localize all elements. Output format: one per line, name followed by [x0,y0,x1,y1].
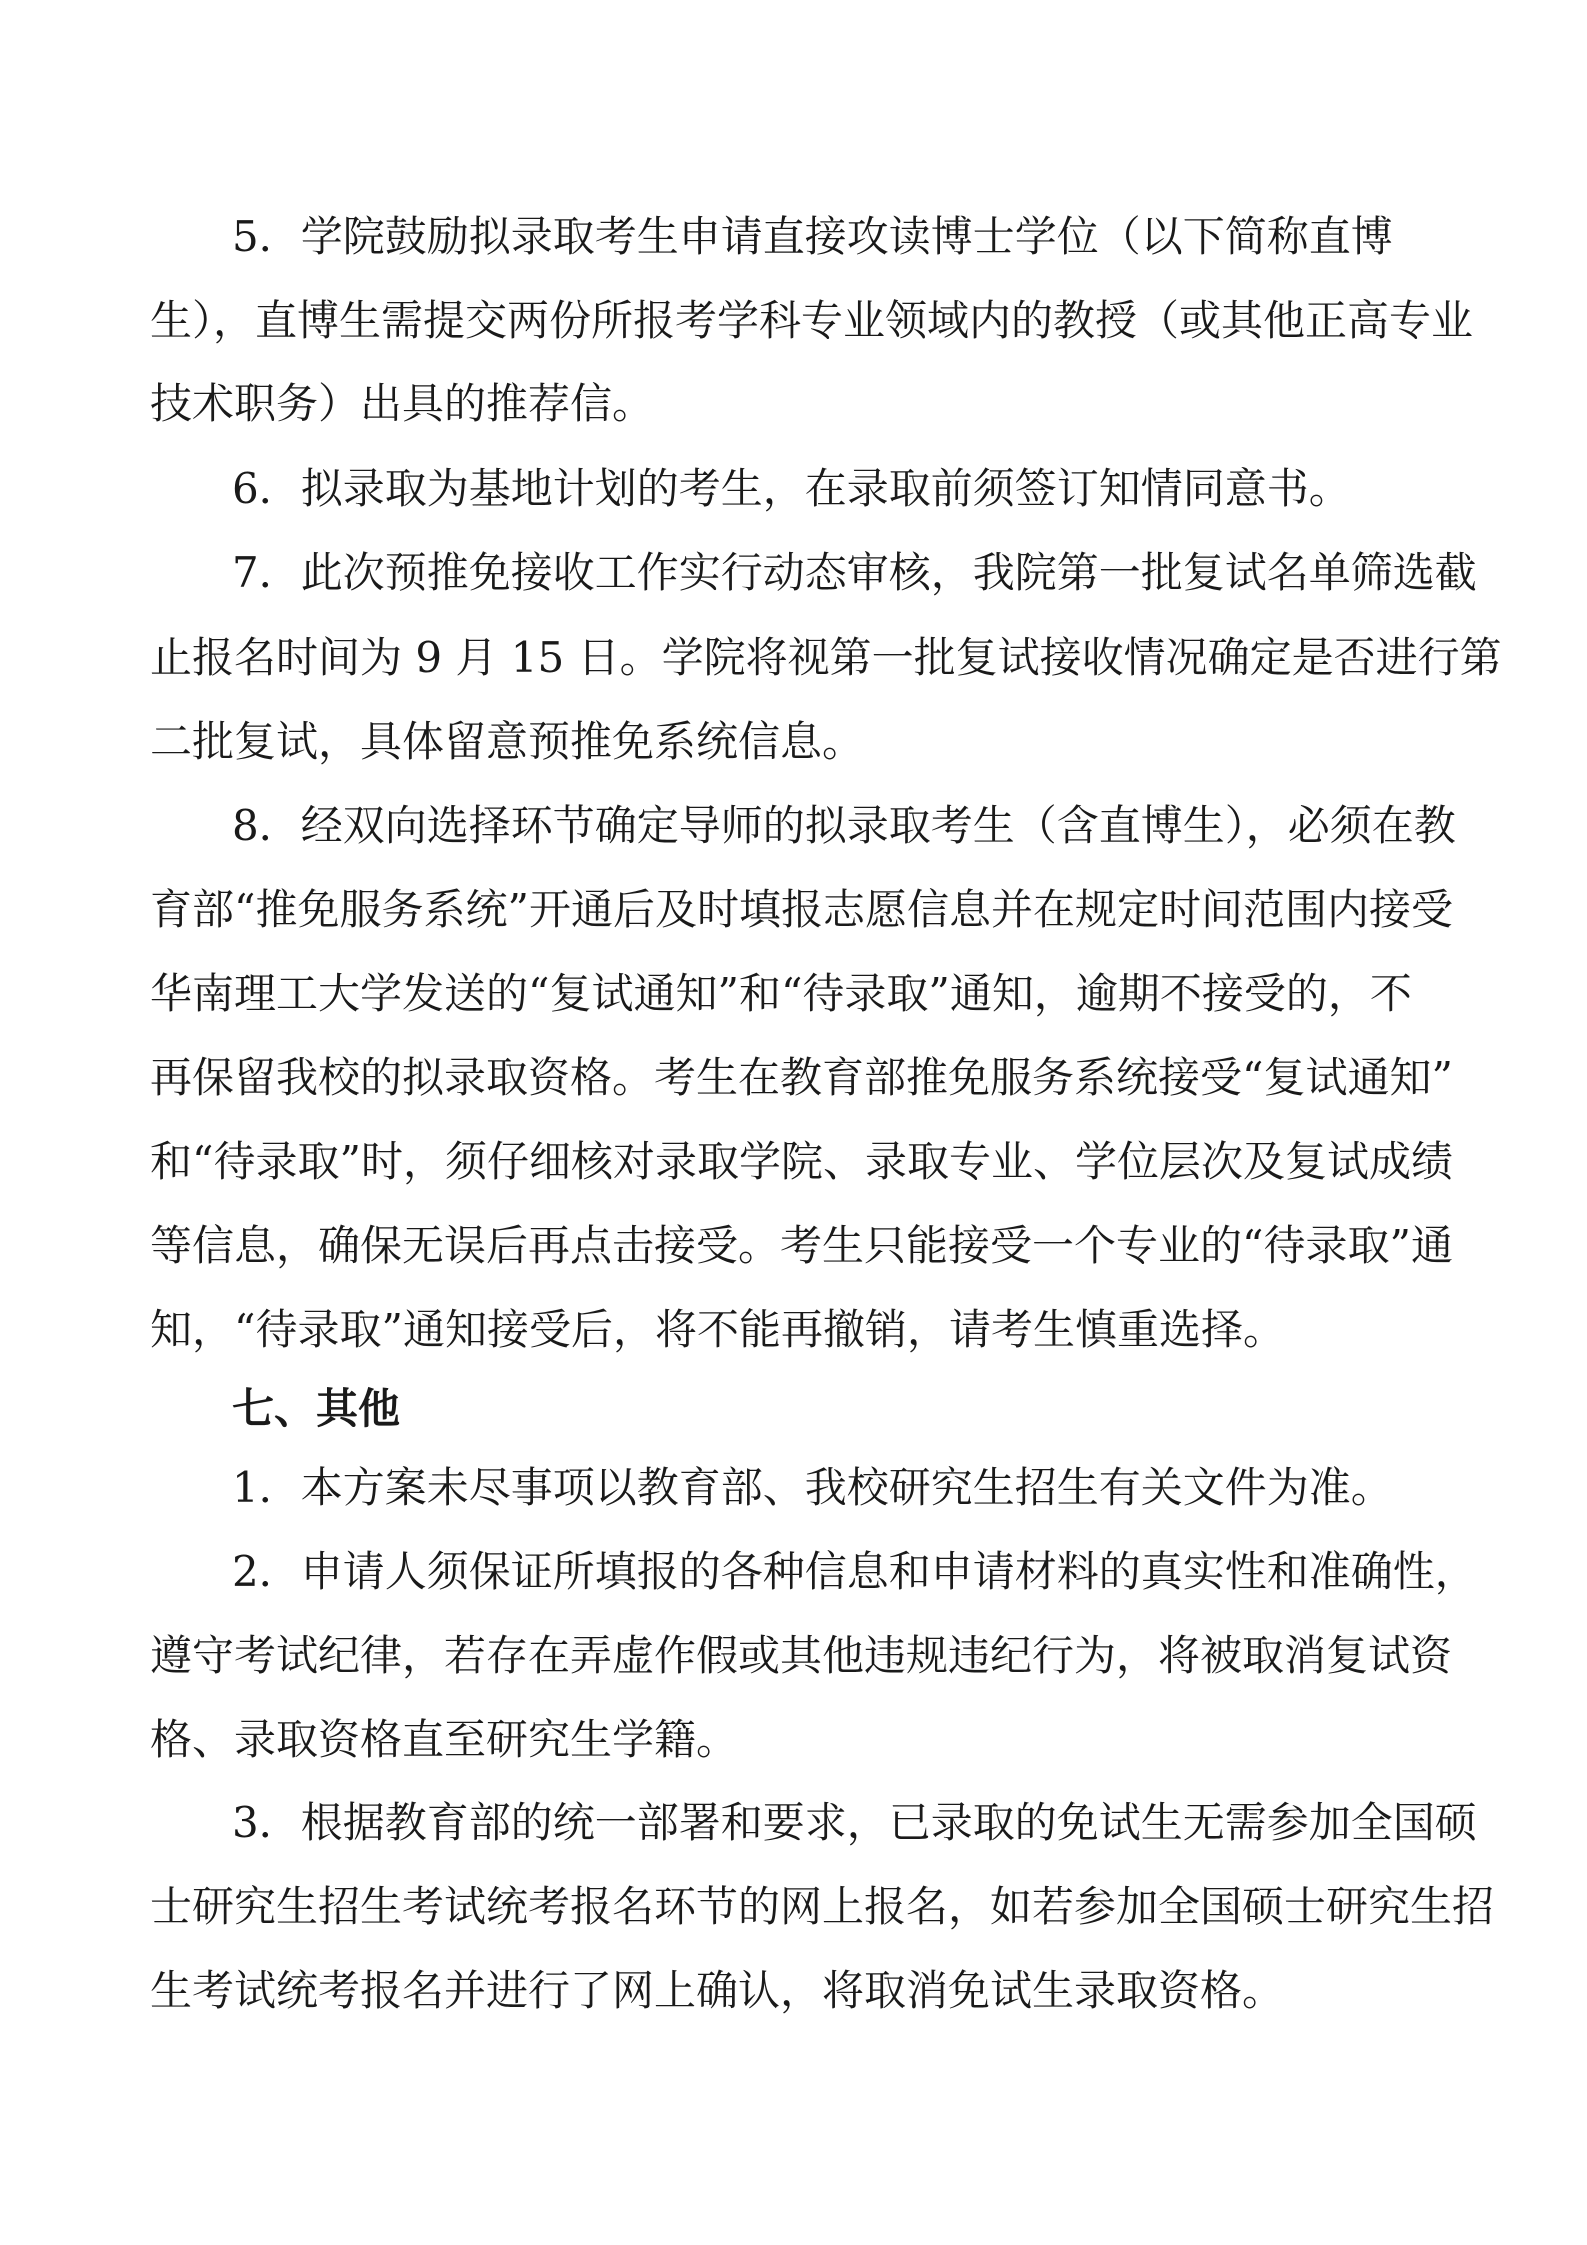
text-line: 育部“推免服务系统”开通后及时填报志愿信息并在规定时间范围内接受 [150,885,1453,934]
text-line: 生考试统考报名并进行了网上确认，将取消免试生录取资格。 [150,1966,1285,2015]
text-line: 再保留我校的拟录取资格。考生在教育部推免服务系统接受“复试通知” [150,1053,1453,1102]
text-line: 知，“待录取”通知接受后，将不能再撤销，请考生慎重选择。 [150,1305,1285,1354]
text-line: 8．经双向选择环节确定导师的拟录取考生（含直博生），必须在教 [232,801,1456,850]
text-line: 二批复试，具体留意预推免系统信息。 [150,717,865,766]
text-line: 止报名时间为 9 月 15 日。学院将视第一批复试接收情况确定是否进行第 [150,633,1502,682]
text-line: 3．根据教育部的统一部署和要求，已录取的免试生无需参加全国硕 [232,1798,1477,1847]
text-line: 技术职务）出具的推荐信。 [150,379,655,428]
text-line: 6．拟录取为基地计划的考生，在录取前须签订知情同意书。 [232,464,1351,513]
text-line: 7．此次预推免接收工作实行动态审核，我院第一批复试名单筛选截 [232,548,1477,597]
text-line: 华南理工大学发送的“复试通知”和“待录取”通知，逾期不接受的，不 [150,969,1412,1018]
text-line: 2．申请人须保证所填报的各种信息和申请材料的真实性和准确性， [232,1547,1477,1596]
section-heading: 七、其他 [232,1384,401,1433]
text-line: 格、录取资格直至研究生学籍。 [150,1715,739,1764]
text-line: 士研究生招生考试统考报名环节的网上报名，如若参加全国硕士研究生招 [150,1882,1495,1931]
text-line: 5．学院鼓励拟录取考生申请直接攻读博士学位（以下简称直博 [232,212,1393,261]
text-line: 1．本方案未尽事项以教育部、我校研究生招生有关文件为准。 [232,1463,1393,1512]
text-line: 遵守考试纪律，若存在弄虚作假或其他违规违纪行为，将被取消复试资 [150,1631,1453,1680]
text-line: 等信息，确保无误后再点击接受。考生只能接受一个专业的“待录取”通 [150,1221,1453,1270]
text-line: 生），直博生需提交两份所报考学科专业领域内的教授（或其他正高专业 [150,296,1474,345]
text-line: 和“待录取”时，须仔细核对录取学院、录取专业、学位层次及复试成绩 [150,1137,1453,1186]
